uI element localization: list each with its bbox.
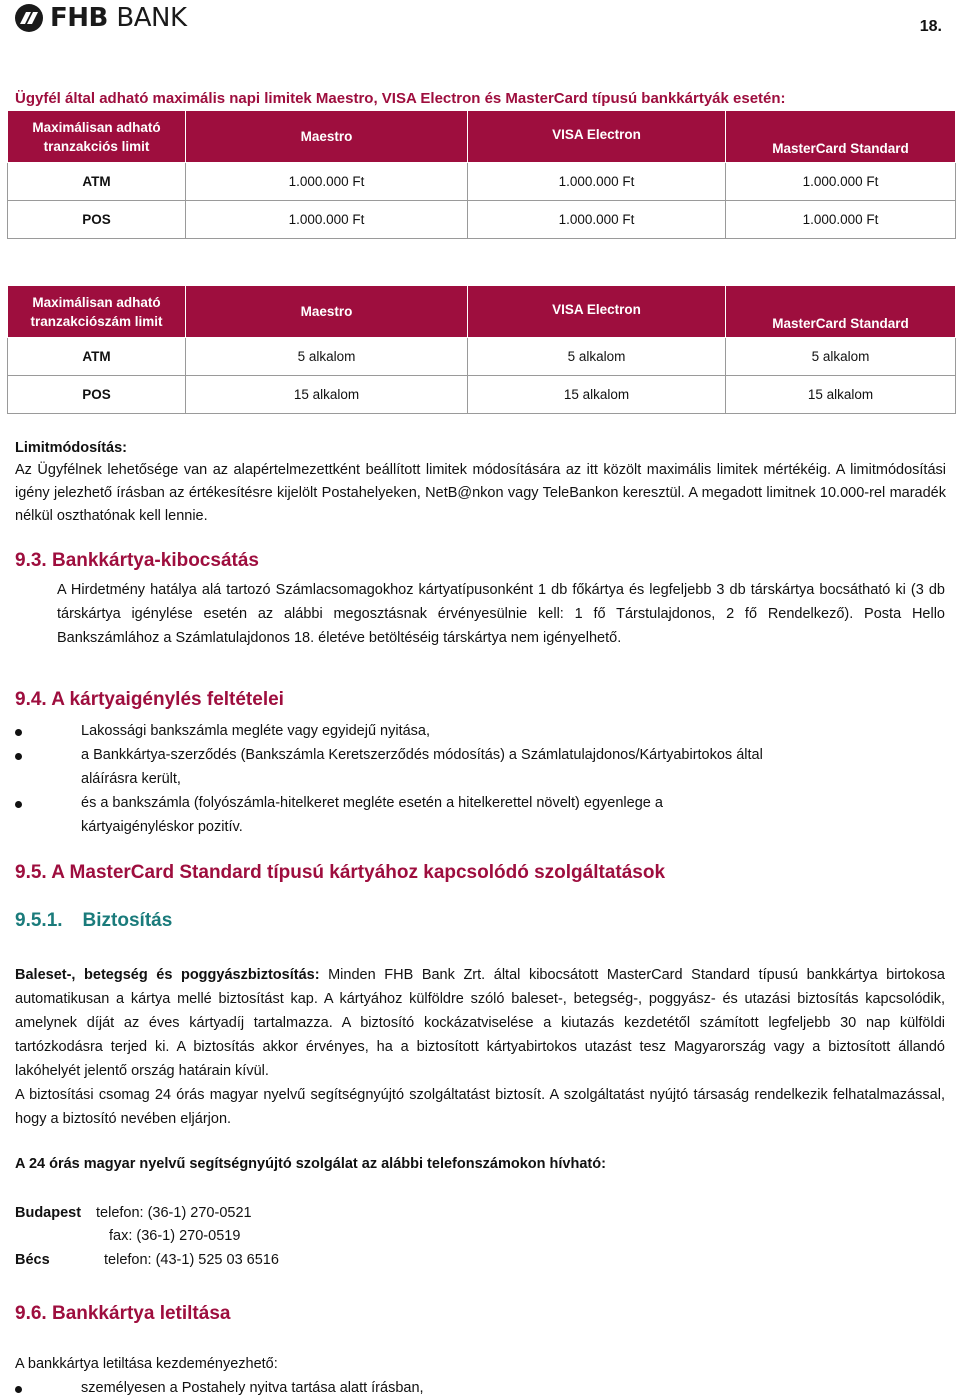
page-number: 18. — [919, 18, 942, 35]
becs-label: Bécs — [15, 1252, 50, 1268]
header-cell: MasterCard Standard — [726, 286, 956, 338]
section-9-4-title: 9.4. A kártyaigénylés feltételei — [15, 689, 284, 710]
table-row — [8, 163, 956, 201]
bullet-icon — [15, 729, 22, 736]
table-cell: 5 alkalom — [726, 338, 956, 376]
table-row — [8, 201, 956, 239]
table-row — [8, 338, 956, 376]
daily-limits-title: Ügyfél által adható maximális napi limitek Maestro, VISA Electron és MasterCard típusú bankkártyák esetén: — [15, 90, 786, 107]
insurance-text: Baleset-, betegség és poggyászbiztosítás: Minden FHB Bank Zrt. által kibocsátott MasterCard Standard típusú bankkártya birtokosa automatikusan a kártya mellé biztosítást kap. A kártyához külföldre szóló baleset-, betegség-, poggyász- és utazási biztosítás kapcsolódik, amelynek díját az éves kártyadíj tartalmazza. A biztosító kockázatviselése a kiutazás kezdetétől számított legfeljebb 30 nap külföldi tartózkodásra terjed ki. A biztosítás akkor érvényes, ha a biztosított kártyabirtokos utazást tesz Magyarország vagy a biztosított állandó lakóhelyét jelentő ország határain kívül. — [15, 967, 945, 1079]
table-header-row — [8, 111, 956, 163]
table-cell: 1.000.000 Ft — [726, 163, 956, 201]
section-9-3-title: 9.3. Bankkártya-kibocsátás — [15, 550, 259, 571]
limit-mod-title: Limitmódosítás: — [15, 440, 127, 456]
header-cell: Maximálisan adható tranzakciós limit — [8, 111, 186, 163]
fhb-bank-logo — [14, 2, 187, 34]
section-9-5-1-title: 9.5.1. Biztosítás — [15, 910, 173, 931]
section-9-6-intro: A bankkártya letiltása kezdeményezhető: — [15, 1356, 278, 1372]
assistance-text: A biztosítási csomag 24 órás magyar nyelvű segítségnyújtó szolgáltatást biztosít. A szolgáltatást nyújtó társaság rendelkezik felhatalmazással, hogy a biztosító nevében eljárjon. — [15, 1087, 945, 1127]
logo-wordmark: FHB BANK — [50, 3, 187, 33]
table-cell: 15 alkalom — [726, 376, 956, 414]
amount-limit-table — [7, 110, 956, 239]
bullet-icon — [15, 753, 22, 760]
section-9-5-title: 9.5. A MasterCard Standard típusú kártyához kapcsolódó szolgáltatások — [15, 862, 666, 883]
header-cell: VISA Electron — [468, 111, 726, 163]
budapest-phone: telefon: (36-1) 270-0521 — [96, 1205, 252, 1221]
list-item: és a bankszámla (folyószámla-hitelkeret megléte esetén a hitelkerettel növelt) egyenlege a kártyaigényléskor pozitív. — [15, 791, 775, 839]
count-limit-table — [7, 285, 956, 414]
table-cell: 1.000.000 Ft — [186, 163, 468, 201]
budapest-label: Budapest — [15, 1205, 82, 1221]
table-cell: 1.000.000 Ft — [726, 201, 956, 239]
card-conditions-list — [15, 719, 775, 839]
list-item: Lakossági bankszámla megléte vagy egyidejű nyitása, — [15, 719, 775, 743]
table-header-row — [8, 286, 956, 338]
becs-phone: telefon: (43-1) 525 03 6516 — [104, 1252, 279, 1268]
list-item: a Bankkártya-szerződés (Bankszámla Keretszerződés módosítás) a Számlatulajdonos/Kártyabirtokos által aláírásra került, — [15, 743, 775, 791]
row-label: POS — [8, 376, 186, 414]
header-cell: Maestro — [186, 111, 468, 163]
header-cell: Maestro — [186, 286, 468, 338]
budapest-fax: fax: (36-1) 270-0519 — [109, 1228, 241, 1244]
row-label: POS — [8, 201, 186, 239]
block-methods-list — [15, 1376, 775, 1400]
table-cell: 1.000.000 Ft — [468, 163, 726, 201]
fhb-logo-icon — [14, 3, 44, 33]
header-cell: Maximálisan adható tranzakciószám limit — [8, 286, 186, 338]
table-cell: 1.000.000 Ft — [186, 201, 468, 239]
table-cell: 5 alkalom — [186, 338, 468, 376]
table-cell: 1.000.000 Ft — [468, 201, 726, 239]
limit-mod-text: Az Ügyfélnek lehetősége van az alapértelmezettként beállított limitek módosítására az itt közölt maximális limitek mértékéig. A limitmódosítási igény jelezhető írásban az értékesítésre kijelölt Postahelyeken, NetB@nkon vagy TeleBankon keresztül. A megadott limitnek 10.000-rel maradék nélkül oszthatónak kell lennie. — [15, 462, 946, 524]
section-9-6-title: 9.6. Bankkártya letiltása — [15, 1303, 231, 1324]
table-cell: 15 alkalom — [186, 376, 468, 414]
bullet-icon — [15, 801, 22, 808]
row-label: ATM — [8, 163, 186, 201]
header-cell: MasterCard Standard — [726, 111, 956, 163]
header-cell: VISA Electron — [468, 286, 726, 338]
phone-numbers-title: A 24 órás magyar nyelvű segítségnyújtó szolgálat az alábbi telefonszámokon hívható: — [15, 1156, 606, 1172]
list-item: személyesen a Postahely nyitva tartása alatt írásban, — [15, 1376, 775, 1400]
section-9-3-text: A Hirdetmény hatálya alá tartozó Számlacsomagokhoz kártyatípusonként 1 db főkártya és legfeljebb 3 db társkártya bocsátható ki (3 db társkártya igénylése esetén az alábbi megosztásnak érvényesülnie kell: 1 fő Társtulajdonos, 2 fő Rendelkező). Posta Hello Bankszámlához a Számlatulajdonos 18. életéve betöltéséig társkártya nem igényelhető. — [57, 582, 945, 646]
table-row — [8, 376, 956, 414]
table-cell: 15 alkalom — [468, 376, 726, 414]
table-cell: 5 alkalom — [468, 338, 726, 376]
bullet-icon — [15, 1386, 22, 1393]
row-label: ATM — [8, 338, 186, 376]
